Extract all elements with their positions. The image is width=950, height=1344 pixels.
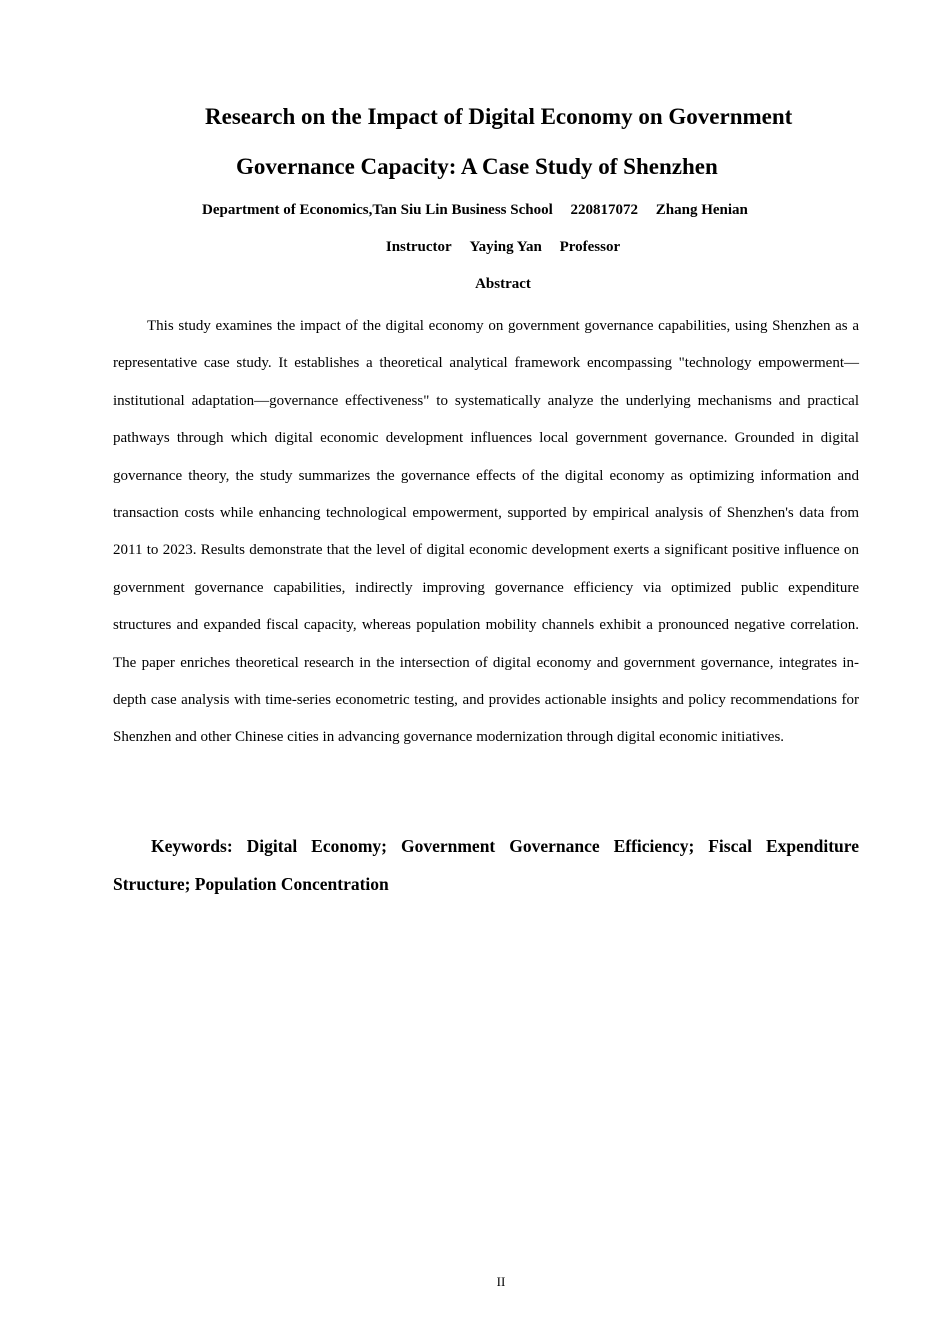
instructor-label: Instructor	[385, 239, 452, 255]
paper-title-line-1: Research on the Impact of Digital Economy on Government	[205, 104, 793, 129]
author-line	[202, 200, 748, 220]
abstract-body: This study examines the impact of the digital economy on government governance capabilities, using Shenzhen as a representative case study. It establishes a theoretical analytical framework encompassing "technology empowerment—institutional adaptation—governance effectiveness" to systematically analyze the underlying mechanisms and practical pathways through which digital economic development influences local government governance. Grounded in digital governance theory, the study summarizes the governance effects of the digital economy as optimizing information and transaction costs while enhancing technological empowerment, supported by empirical analysis of Shenzhen's data from 2011 to 2023. Results demonstrate that the level of digital economic development exerts a significant positive influence on government governance capabilities, indirectly improving governance efficiency via optimized public expenditure structures and expanded fiscal capacity, whereas population mobility channels exhibit a pronounced negative correlation. The paper enriches theoretical research in the intersection of digital economy and government governance, integrates in-depth case analysis with time-series econometric testing, and provides actionable insights and policy recommendations for Shenzhen and other Chinese cities in advancing governance modernization through digital economic initiatives.	[113, 318, 859, 746]
student-id: 220817072	[570, 202, 639, 218]
instructor-title: Professor	[559, 239, 621, 255]
department-name: Department of Economics,Tan Siu Lin Business School	[202, 202, 553, 218]
paper-title-line-2: Governance Capacity: A Case Study of Shenzhen	[236, 154, 718, 179]
abstract-heading: Abstract	[475, 276, 531, 292]
keywords: Keywords: Digital Economy; Government Governance Efficiency; Fiscal Expenditure Structure; Population Concentration	[113, 836, 859, 894]
page-number: II	[496, 1274, 506, 1289]
instructor-line	[0, 237, 950, 257]
author-name: Zhang Henian	[655, 202, 748, 218]
instructor-name: Yaying Yan	[469, 239, 542, 255]
